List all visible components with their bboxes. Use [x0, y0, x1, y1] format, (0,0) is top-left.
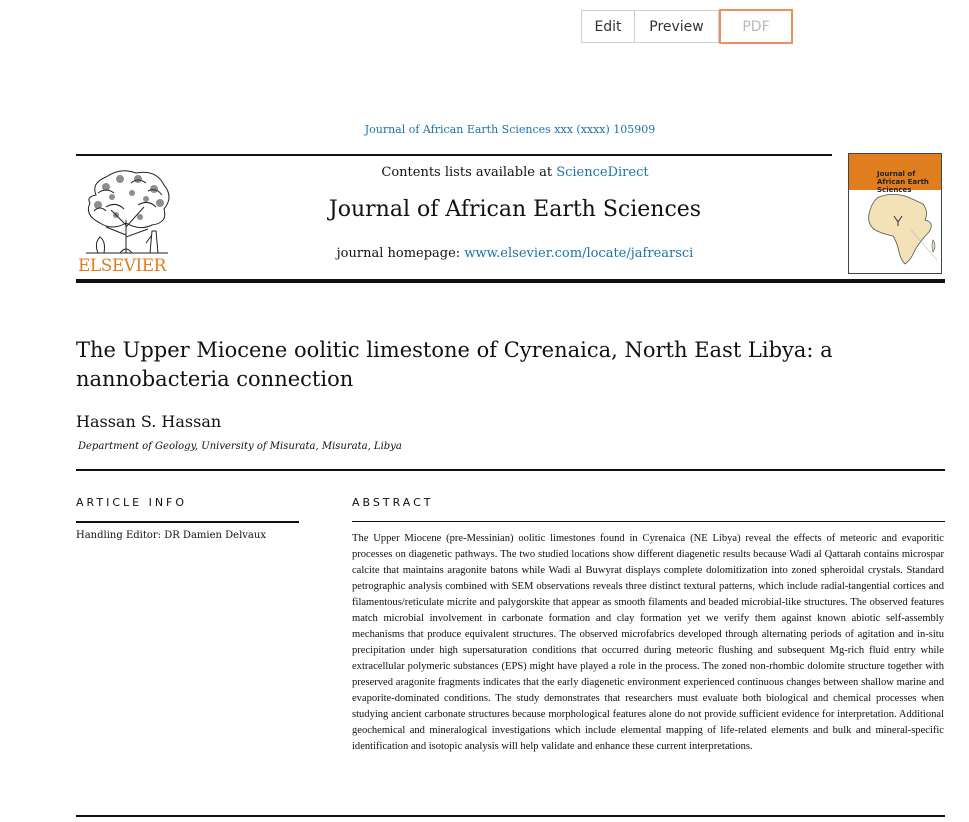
header-bottom-rule	[76, 279, 945, 283]
abstract-end-rule	[76, 815, 945, 817]
abstract-heading: ABSTRACT	[352, 496, 434, 509]
article-info-heading: ARTICLE INFO	[76, 496, 188, 509]
header-top-rule	[76, 154, 832, 156]
contents-availability	[300, 165, 730, 180]
abstract-rule	[352, 521, 945, 522]
sciencedirect-link[interactable]: ScienceDirect	[556, 165, 649, 180]
author-affiliation: Department of Geology, University of Misurata, Misurata, Libya	[78, 441, 402, 452]
journal-cover-image	[848, 153, 942, 274]
article-title: The Upper Miocene oolitic limestone of Cyrenaica, North East Libya: a nannobacteria connection	[76, 338, 833, 391]
preview-button[interactable]: Preview	[635, 10, 719, 43]
pdf-button[interactable]: PDF	[719, 9, 793, 44]
homepage-prefix: journal homepage:	[336, 246, 465, 261]
africa-map-icon	[849, 190, 942, 274]
homepage-link[interactable]: www.elsevier.com/locate/jafrearsci	[464, 246, 694, 261]
author-name: Hassan S. Hassan	[76, 412, 222, 431]
section-divider	[76, 469, 945, 471]
elsevier-wordmark: ELSEVIER	[78, 256, 166, 276]
cover-title: Journal of African Earth Sciences	[877, 170, 929, 194]
contents-prefix: Contents lists available at	[381, 165, 557, 180]
journal-homepage	[300, 246, 730, 261]
edit-button[interactable]: Edit	[581, 10, 635, 43]
article-info-rule	[76, 521, 299, 523]
view-mode-toolbar	[581, 10, 793, 45]
handling-editor: Handling Editor: DR Damien Delvaux	[76, 530, 266, 541]
journal-reference: Journal of African Earth Sciences xxx (xxxx) 105909	[364, 123, 656, 136]
journal-title: Journal of African Earth Sciences	[328, 197, 702, 222]
abstract-text: The Upper Miocene (pre-Messinian) oolitic limestones found in Cyrenaica (NE Libya) reveal the effects of meteoric and evaporitic processes on diagenetic pathways. The two studied locations show different diagenetic results because Wadi al Qattarah contains microspar calcite that maintains aragonite batons while Wadi al Buwyrat displays complete dolomitization into zoned spheroidal crystals. Standard petrographic analysis combined with SEM observations reveals three distinct textural patterns, which include radial-tangential cortices and filamentous/reticulate micrite and palygorskite that appear as smooth filaments and beaded microbial-like structures. The observed features match microbial involvement in carbonate formation and clay formation yet we verify them against known abiotic self-assembly mechanisms that produce equivalent structures. The observed microfabrics developed through alternating periods of agitation and in-situ precipitation under high supersaturation conditions that occurred during meteoric flushing and subsequent Mg-rich fluid entry while extracellular polymeric substances (EPS) might have played a role in the process. The zoned non-rhombic dolomite structure together with preserved aragonite fragments indicates that the early diagenetic environment experienced continuous changes between shallow marine and evaporite-dominated conditions. The study demonstrates that researchers must evaluate both biological and chemical processes when studying ancient carbonate structures because morphological features alone do not provide sufficient evidence for interpretation. Additional geochemical and mineralogical investigations which include elemental mapping of life-related elements and bulk and mineral-specific identification and isotopic analysis will help validate and enhance these current interpretations.	[352, 533, 944, 752]
